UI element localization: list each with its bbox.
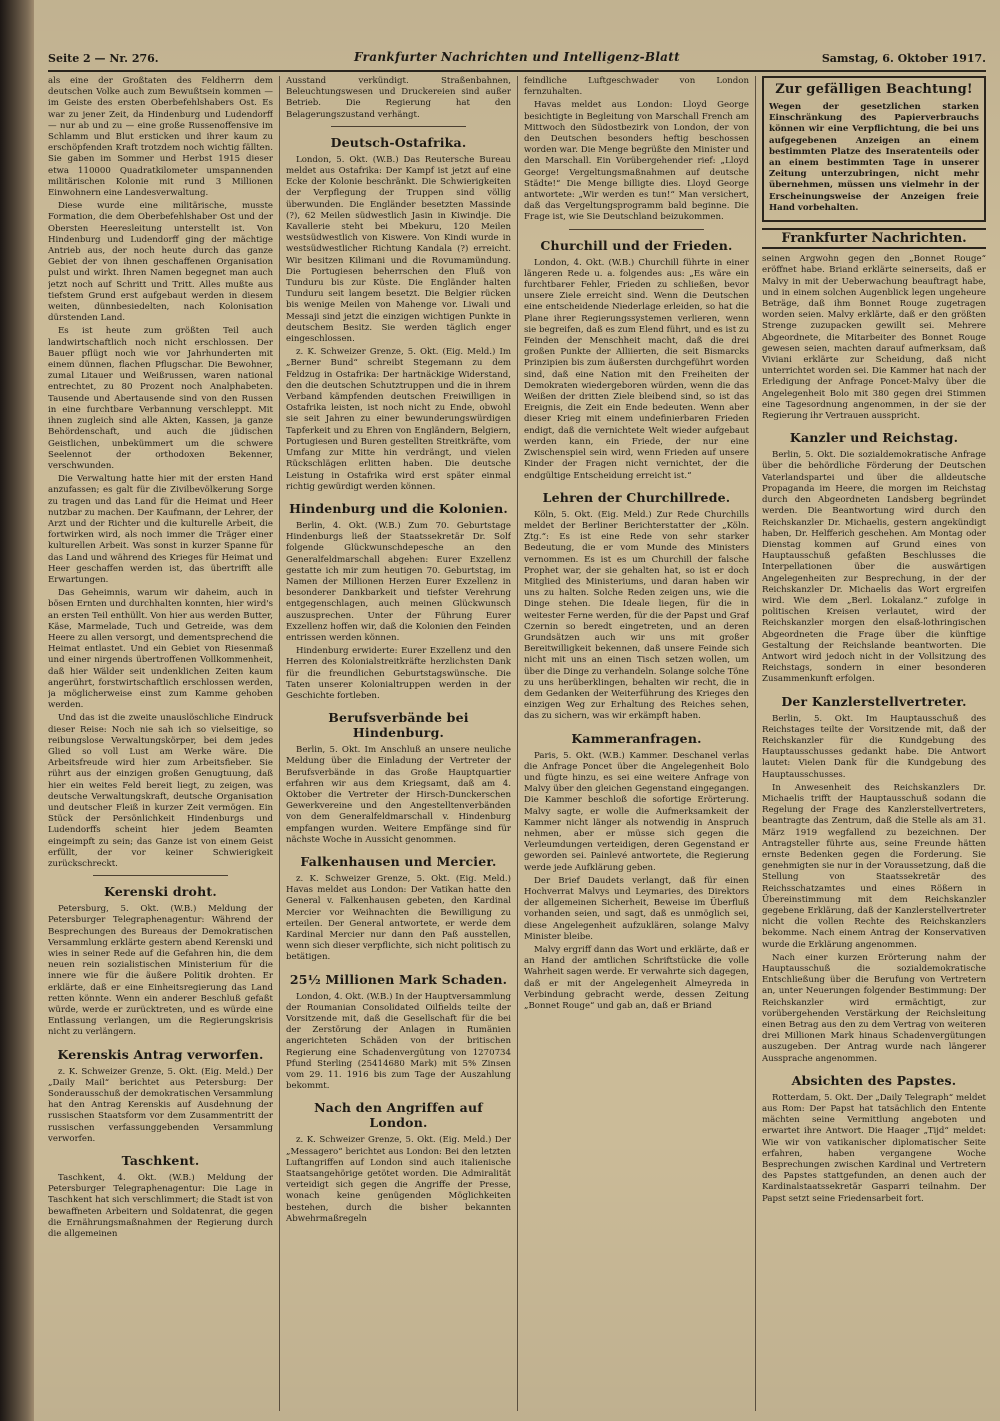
headline-hindenburg-kolonien: Hindenburg und die Kolonien.	[289, 500, 508, 516]
article-paragraph: Der Brief Daudets verlangt, daß für einen Hochverrat Malvys und Leymaries, des Direktors der allgemeinen Sicherheit, Beweise im Überfluß vorhanden seien, und sagt, daß es unmöglich sei, diese Angelegenheit aufzuklären, solange Malvy Minister bleibe.	[524, 875, 749, 942]
article-paragraph: Paris, 5. Okt. (W.B.) Kammer. Deschanel verlas die Anfrage Poncet über die Angelegenheit Bolo und fügte hinzu, es sei eine weitere Anfrage von Malvy über den gleichen Gegenstand eingegangen. Die Kammer beschloß die sofortige Erörterung. Malvy sagte, er wolle die Aufmerksamkeit der Kammer nicht länger als notwendig in Anspruch nehmen, aber er müsse sich gegen die Verleumdungen verteidigen, deren Gegenstand er geworden sei. Painlevé antwortete, die Regierung werde jede Aufklärung geben.	[524, 750, 749, 873]
column-1	[48, 76, 273, 1411]
article-paragraph: In Anwesenheit des Reichskanzlers Dr. Michaelis trifft der Hauptausschuß sodann die Regelung der Frage des Kanzlerstellvertreters, beantragte das Zentrum, daß die Stelle als am 31. März 1919 wegfallend zu bezeichnen. Der Antragsteller führte aus, seine Freunde hätten ernste Bedenken gegen die Forderung. Sie genehmigten sie nur in der Voraussetzung, daß die Stellung von Staatssekretär des Reichsschatzamtes und eines Rößern in Übereinstimmung mit dem Reichskanzler gegebene Erklärung, daß der Kanzlerstellvertreter nicht die vollen Rechte des Reichskanzlers bekomme. Nach einem Antrag der Konservativen wurde die Erklärung angenommen.	[762, 782, 986, 950]
article-paragraph: London, 4. Okt. (W.B.) In der Hauptversammlung der Roumanian Consolidated Oilfields teilte der Vorsitzende mit, daß die Gesellschaft für die bei der Zerstörung der Anlagen in Rumänien angerichteten Schäden von der britischen Regierung eine Schadenvergütung von 1270734 Pfund Sterling (25414680 Mark) mit 5% Zinsen vom 29. 11. 1916 bis zum Tage der Auszahlung bekommt.	[286, 991, 511, 1092]
article-paragraph: z. K. Schweizer Grenze, 5. Okt. (Eig. Meld.) Im „Berner Bund“ schreibt Stegemann zu dem Feldzug in Ostafrika: Der hartnäckige Widerstand, den die deutschen Schutztruppen und die in ihrem Verband kämpfenden deutschen Freiwilligen in Ostafrika leisten, ist noch nicht zu Ende, obwohl sie seit Jahren zu einer bewunderungswürdigen Tapferkeit und zu Ehren von Engländern, Belgiern, Portugiesen und Buren gestellten Streitkräfte, vom Umfang zur Mitte hin verdrängt, und vielen Rückschlägen erlitten haben. Die deutsche Leistung in Ostafrika wird erst später einmal richtig gewürdigt werden können.	[286, 347, 511, 492]
page-header	[48, 50, 986, 68]
article-paragraph: Malvy ergriff dann das Wort und erklärte, daß er an Hand der amtlichen Schriftstücke die volle Wahrheit sagen werde. Er verwahrte sich dagegen, daß er mit der Angelegenheit Almeyreda in Verbindung gebracht werde, dessen Zeitung „Bonnet Rouge“ und gab an, daß er Briand	[524, 945, 749, 1012]
article-paragraph: als eine der Großtaten des Feldherrn dem deutschen Volke auch zum Bewußtsein kommen — im Geiste des ersten Oberbefehlshabers Ost. Es war zu jener Zeit, da Hindenburg und Ludendorff — nur ab und zu — eine große Russenoffensive im Schlamm und Blut ersticken und ihrer kaum zu erschöpfenden Kraft trotzdem noch wichtig fällten. Sie gaben im Sommer und Herbst 1915 dieser etwa 110000 Quadratkilometer umspannenden militärischen Kolonie mit rund 3 Millionen Einwohnern eine Landesverwaltung.	[48, 76, 273, 199]
article-separator	[569, 229, 704, 230]
headline-ostafrika: Deutsch-Ostafrika.	[330, 134, 467, 150]
article-separator	[331, 126, 466, 127]
article-paragraph: Berlin, 5. Okt. Im Hauptausschuß des Reichstages teilte der Vorsitzende mit, daß der Reichskanzler für die Kundgebung des Hauptausschusses gedankt habe. Die Antwort lautet: Vielen Dank für die Kundgebung des Hauptausschusses.	[762, 713, 986, 780]
notice-text: Wegen der gesetzlichen starken Einschränkung des Papierverbrauchs können wir eine Verpflichtung, die bei uns aufgegebenen Anzeigen an einem bestimmten Platze des Inseratenteils oder an einem bestimmten Tage in unserer Zeitung unterzubringen, nicht mehr übernehmen, müssen uns vielmehr in der Erscheinungsweise der Anzeigen freie Hand vorbehalten.	[769, 102, 979, 213]
column-4	[762, 76, 986, 1411]
columns	[48, 76, 986, 1411]
article-paragraph: Berlin, 5. Okt. Im Anschluß an unsere neuliche Meldung über die Einladung der Vertreter der Berufsverbände in das Große Hauptquartier erfahren wir aus dem Kriegsamt, daß am 4. Oktober die Vertreter der Hirsch-Dunckerschen Gewerkvereine und den Angestelltenverbänden von dem Generalfeldmarschall v. Hindenburg empfangen wurden. Weitere Empfänge sind für nächste Woche in Aussicht genommen.	[286, 745, 511, 845]
article-paragraph: Hindenburg erwiderte: Eurer Exzellenz und den Herren des Kolonialstreitkräfte herzlichsten Dank für die freundlichen Geburtstagswünsche. Die Taten unserer Kolonialtruppen werden in der Geschichte fortleben.	[286, 646, 511, 701]
newspaper-page	[34, 0, 1000, 1421]
headline-lehren: Lehren der Churchillrede.	[542, 489, 731, 505]
header-rule	[48, 70, 986, 72]
article-separator	[93, 875, 228, 876]
column-rule	[755, 76, 756, 1411]
article-paragraph: Und das ist die zweite unauslöschliche Eindruck dieser Reise: Noch nie sah ich so vielseitige, so reibungslose Verwaltungskörper, bei dem jedes Glied so voll Lust am Werke wäre. Die Arbeitsfreude wird hier zum Arbeitsfieber. Sie rührt aus der einzigen großen Genugtuung, daß hier ein weites Feld bereit liegt, zu zeigen, was deutsche Verwaltungskraft, deutsche Organisation und deutscher Fleiß in kurzer Zeit vermögen. Ein Stück der Persönlichkeit Hindenburgs und Ludendorffs scheint hier jedem Beamten eingeimpft zu sein; das Ganze ist von einem Geist erfüllt, der vor keiner Schwierigkeit zurückschreckt.	[48, 713, 273, 870]
headline-angriffe-london: Nach den Angriffen auf London.	[314, 1100, 483, 1131]
article-paragraph: Die Verwaltung hatte hier mit der ersten Hand anzufassen; es galt für die Zivilbevölkerung Sorge zu tragen und das Land für die Heimat und Heer nutzbar zu machen. Der Kaufmann, der Lehrer, der Arzt und der Richter und die kulturelle Arbeit, die fortwirken wird, als noch immer die Träger einer kulturellen Arbeit. Was sonst in kurzer Spanne für das Land und während des Krieges für Heimat und Heer geschaffen werden ist, das übertrifft alle Erwartungen.	[48, 474, 273, 585]
article-paragraph: Es ist heute zum größten Teil auch landwirtschaftlich noch nicht erschlossen. Der Bauer pflügt noch wie vor Jahrhunderten mit einem dünnen, flachen Pflugschar. Die Bewohner, zumal Litauer und Weißrussen, waren national entrechtet, zu 80 Prozent noch Analphabeten. Tausende und Abertausende sind von den Russen in eine furchtbare Verbannung verschleppt. Mit ihnen zugleich sind alle Akten, Kassen, ja ganze Behördenschaft, und auch die jüdischen Geistlichen, unbekümmert um die schwere Seelennot der orthodoxen Bekenner, verschwunden.	[48, 326, 273, 471]
headline-berufsverbaende: Berufsverbände bei Hindenburg.	[328, 710, 469, 741]
page-number: Seite 2 — Nr. 276.	[48, 52, 159, 65]
article-paragraph: seinen Argwohn gegen den „Bonnet Rouge“ eröffnet habe. Briand erklärte seinerseits, daß er Malvy in mit der Ueberwachung beauftragt habe, und in einem solchen Augenblick legen ungeheure Beträge, daß ihm Bonnet Rouge zugetragen worden seien. Malvy erklärte, daß er den größten Strenge zuzupacken gewillt sei. Mehrere Abgeordnete, die Mitarbeiter des Bonnet Rouge gewesen seien, machten darauf aufmerksam, daß Viviani erklärte zur Scheidung, daß nicht unterrichtet worden sei. Die Kammer hat nach der Erledigung der Anfrage Poncet-Malvy über die Angelegenheit Bolo mit 380 gegen drei Stimmen eine Tagesordnung angenommen, in der sie der Regierung ihr Vertrauen ausspricht.	[762, 254, 986, 422]
article-paragraph: Nach einer kurzen Erörterung nahm der Hauptausschuß die sozialdemokratische Entschließung über die Berufung von Vertretern an, unter Neuerungen folgender Bestimmung: Der Reichskanzler wird ermächtigt, zur vorübergehenden Verstärkung der Reichsleitung einen Betrag aus den zu dem Vertrag von weiteren drei Millionen Mark hinaus Schadenvergütungen auszugeben. Der Antrag wurde nach längerer Aussprache angenommen.	[762, 952, 986, 1064]
headline-kerenski-antrag: Kerenskis Antrag verworfen.	[57, 1046, 264, 1062]
headline-falkenhausen: Falkenhausen und Mercier.	[300, 853, 497, 869]
article-paragraph: z. K. Schweizer Grenze, 5. Okt. (Eig. Meld.) Der „Daily Mail“ berichtet aus Petersburg: Der Sonderausschuß der demokratischen Versammlung hat den Antrag Kerenskis auf Ausdehnung der russischen Staatsform vor dem Zusammentritt der russischen verfassunggebenden Versammlung verworfen.	[48, 1066, 273, 1144]
notice-box	[762, 76, 986, 222]
headline-taschkent: Taschkent.	[121, 1153, 200, 1169]
article-paragraph: Ausstand verkündigt. Straßenbahnen, Beleuchtungswesen und Druckereien sind außer Betrieb. Die Regierung hat den Belagerungszustand verhängt.	[286, 76, 511, 120]
issue-date: Samstag, 6. Oktober 1917.	[821, 52, 986, 65]
book-spine	[0, 0, 34, 1421]
article-paragraph: z. K. Schweizer Grenze, 5. Okt. (Eig. Meld.) Havas meldet aus London: Der Vatikan hatte den General v. Falkenhausen gebeten, den Kardinal Mercier vor Weihnachten die Bewilligung zu erteilen. Der General antwortete, er werde dem Kardinal Mercier nur dann den Paß ausstellen, wenn sich dieser verpflichte, sich nicht politisch zu betätigen.	[286, 873, 511, 963]
article-paragraph: feindliche Luftgeschwader von London fernzuhalten.	[524, 76, 749, 98]
column-2	[286, 76, 511, 1411]
headline-kerenski: Kerenski droht.	[104, 884, 217, 900]
notice-title: Zur gefälligen Beachtung!	[775, 82, 973, 97]
article-paragraph: Das Geheimnis, warum wir daheim, auch in bösen Ernten und durchhalten konnten, hier wird's an ersten Teil enthüllt. Von hier aus werden Butter, Käse, Marmelade, Tuch und Getreide, was dem Heere zu allen versorgt, und dementsprechend die Heimat entlastet. Und ein Gebiet von Riesenmaß und einer nirgends übertroffenen Vollkommenheit, daß hier Wälder seit undenklichen Zeiten kaum angerührt, forstwirtschaftlich erschlossen werden, ja möglicherweise einst zum Kamme gehoben werden.	[48, 588, 273, 711]
headline-kammeranfragen: Kammeranfragen.	[571, 730, 702, 746]
headline-kanzler-reichstag: Kanzler und Reichstag.	[789, 430, 959, 446]
column-rule	[517, 76, 518, 1411]
headline-kanzlerstellvertreter: Der Kanzlerstellvertreter.	[781, 693, 967, 709]
article-paragraph: Petersburg, 5. Okt. (W.B.) Meldung der Petersburger Telegraphenagentur: Während der Besprechungen des Bureaus der Demokratischen Versammlung erklärte gestern abend Kerenski und wies in seiner Rede auf die Gefahren hin, die dem neuen rein sozialistischen Ministerium für die innere wie für die äußere Politik drohten. Er erklärte, daß er eine Einheitsregierung das Land retten könnte. Wenn ein anderer Beschluß gefaßt würde, werde er zurücktreten, und es würde eine Entlassung verlangen, um die Regierungskrisis nicht zu verlängern.	[48, 904, 273, 1038]
column-rule	[279, 76, 280, 1411]
newspaper-title: Frankfurter Nachrichten und Intelligenz-Blatt	[354, 50, 680, 64]
article-paragraph: Köln, 5. Okt. (Eig. Meld.) Zur Rede Churchills meldet der Berliner Berichterstatter der „Köln. Ztg.“: Es ist eine Rede von sehr starker Bedeutung, die er vom Munde des Ministers vernommen. Es ist es um Churchill der falsche Prophet war, der sie gehalten hat, so ist er doch Mitglied des Ministeriums, und daran haben wir uns zu halten. Solche Reden zeigen uns, wie die Dinge stehen. Die Ideale liegen, für die in weitester Ferne werden, für die der Papst und Graf Czernin so beredt eingetreten, und an deren Grundsätzen auch wir uns mit großer Bereitwilligkeit bekennen, daß unsere Feinde sich nicht mit uns an einen Tisch setzen wollen, um über die Dinge zu verhandeln. Solange solche Töne zu uns herüberklingen, behalten wir recht, die in dem Gedanken der Weiterführung des Krieges den einzigen Weg zur Erhaltung des Reiches sehen, das zu sichern, was wir erkämpft haben.	[524, 509, 749, 722]
article-paragraph: Berlin, 5. Okt. Die sozialdemokratische Anfrage über die behördliche Förderung der Deutschen Vaterlandspartei und über die alldeutsche Propaganda im Heere, die morgen im Reichstag durch den Abgeordneten Landsberg begründet werden. Die Beantwortung wird durch den Reichskanzler Dr. Michaelis, gestern angekündigt haben, Dr. Helfferich geschehen. Am Montag oder Dienstag kommen auf Grund eines von Hauptausschuß gefaßten Beschlusses die Interpellationen über die auswärtigen Angelegenheiten zur Besprechung, in der der Reichskanzler Dr. Michaelis das Wort ergreifen wird. Wie dem „Berl. Lokalanz.“ zufolge in politischen Kreisen verlautet, wird der Reichskanzler morgen den elsaß-lothringischen Abgeordneten die Frage über die künftige Gestaltung der Reichslande beantworten. Die Antwort wird jedoch nicht in der Vollsitzung des Reichstags, sondern in einer besonderen Zusammenkunft erfolgen.	[762, 450, 986, 685]
article-paragraph: Rotterdam, 5. Okt. Der „Daily Telegraph“ meldet aus Rom: Der Papst hat tatsächlich den Entente mächten seine Vermittlung angeboten und erwartet ihre Antwort. Die Haager „Tijd“ meldet: Wie wir von vatikanischer diplomatischer Seite erfahren, haben vergangene Woche Besprechungen zwischen Kardinal und Vertretern des Papstes stattgefunden, an denen auch der Kardinalstaatssekretär Gasparri teilnahm. Der Papst setzt seine Friedensarbeit fort.	[762, 1092, 986, 1204]
article-paragraph: Taschkent, 4. Okt. (W.B.) Meldung der Petersburger Telegraphenagentur: Die Lage in Taschkent hat sich verschlimmert; die Stadt ist von bewaffneten Arbeitern und Soldatenrat, die gegen die Ernährungsmaßnahmen der Regierung durch die allgemeinen	[48, 1173, 273, 1240]
section-masthead: Frankfurter Nachrichten.	[762, 228, 986, 249]
headline-millionen-schaden: 25½ Millionen Mark Schaden.	[289, 971, 508, 987]
headline-papst: Absichten des Papstes.	[791, 1072, 957, 1088]
article-paragraph: London, 5. Okt. (W.B.) Das Reutersche Bureau meldet aus Ostafrika: Der Kampf ist jetzt auf eine Ecke der Kolonie beschränkt. Die Schwierigkeiten der Verpflegung der Truppen sind völlig überwunden. Die Engländer besetzten Massinde (?), 62 Meilen südwestlich Jasin in Kiwindje. Die Kavallerie steht bei Mbekuru, 120 Meilen westsüdwestlich von Kiswere. Von Kindi wurde in westsüdwestlicher Richtung Kandala (?) erreicht. Wir besitzen Kilimani und die Rovumamündung. Die Portugiesen beherrschen den Fluß von Tunduru bis zur Küste. Die Engländer halten Tunduru seit langem besetzt. Die Belgier rücken bis wenige Meilen von Mahenge vor. Liwali und Messaji sind jetzt die einzigen wichtigen Punkte in deutschem Besitz. Sie werden täglich enger eingeschlossen.	[286, 154, 511, 345]
headline-churchill: Churchill und der Frieden.	[540, 237, 733, 253]
article-paragraph: Havas meldet aus London: Lloyd George besichtigte in Begleitung von Marschall French am Mittwoch den Südostbezirk von London, der von den Deutschen besonders heftig beschossen worden war. Die Menge begrüßte den Minister und den Marschall. Ein Vorübergehender rief: „Lloyd George! Vergeltungsmaßnahmen auf deutsche Städte!“ Die Menge billigte dies. Lloyd George antwortete: „Wir werden es tun!“ Man versichert, daß das Vergeltungsprogramm bald beginne. Die Frage ist, wie Sie Deutschland beizukommen.	[524, 100, 749, 223]
column-3	[524, 76, 749, 1411]
article-paragraph: z. K. Schweizer Grenze, 5. Okt. (Eig. Meld.) Der „Messagero“ berichtet aus London: Bei den letzten Luftangriffen auf London sind auch italienische Staatsangehörige getötet worden. Die Admiralität verteidigt sich gegen die Angriffe der Presse, wonach keine genügenden Möglichkeiten bestehen, durch die bisher bekannten Abwehrmaßregeln	[286, 1135, 511, 1224]
article-paragraph: Diese wurde eine militärische, musste Formation, die dem Oberbefehlshaber Ost und der Obersten Heeresleitung unterstellt ist. Von Hindenburg und Ludendorff ging der mächtige Antrieb aus, der noch heute durch das ganze Gebiet der von ihnen geschaffenen Organisation pulst und wirkt. Ihren Namen begegnet man auch jetzt noch auf Schritt und Tritt. Alles mußte aus tiefstem Grund erst aufgebaut werden in diesem weiten, dünnbesiedelten, nach Kolonisation dürstenden Land.	[48, 201, 273, 324]
article-paragraph: London, 4. Okt. (W.B.) Churchill führte in einer längeren Rede u. a. folgendes aus: „Es wäre ein furchtbarer Fehler, Frieden zu schließen, bevor unsere Ziele erreicht sind. Wenn die Deutschen eine entscheidende Niederlage erleiden, so hat die Plane ihrer Regierungssystemen verlieren, wenn sie begreifen, daß es zum Elend führt, und es ist zu Feinden der Menschheit macht, daß die drei großen Punkte der Alliierten, die seit Bismarcks Prinzipien bis zum äußersten durchgeführt worden sind, daß eine Nation mit den Freiheiten der Demokraten wiedergeboren würden, wenn die das Weißen der dritten Ziele bleibend sind, so ist das Ereignis, die Zeit ein Ende bedeuten. Wenn aber dieser Krieg mit einem undefinierbaren Frieden endigt, daß die vernichtete Welt wieder aufgebaut werden kann, ein Friede, der nur eine Zwischenspiel sein wird, wenn Frieden auf unsere Kinder der Fragen nicht vernichtet, der die endgültige Entscheidung erreicht ist.“	[524, 257, 749, 481]
article-paragraph: Berlin, 4. Okt. (W.B.) Zum 70. Geburtstage Hindenburgs ließ der Staatssekretär Dr. Solf folgende Glückwunschdepesche an den Generalfeldmarschall abgehen: Eurer Exzellenz gestatte ich mir zum heutigen 70. Geburtstag, im Namen der Millionen Herzen Eurer Exzellenz in besonderer Dankbarkeit und tiefster Verehrung entgegenschlagen, auch meinen Glückwunsch auszusprechen. Unter der Führung Eurer Exzellenz hoffen wir, daß die Kolonien den Feinden entrissen werden können.	[286, 520, 511, 643]
